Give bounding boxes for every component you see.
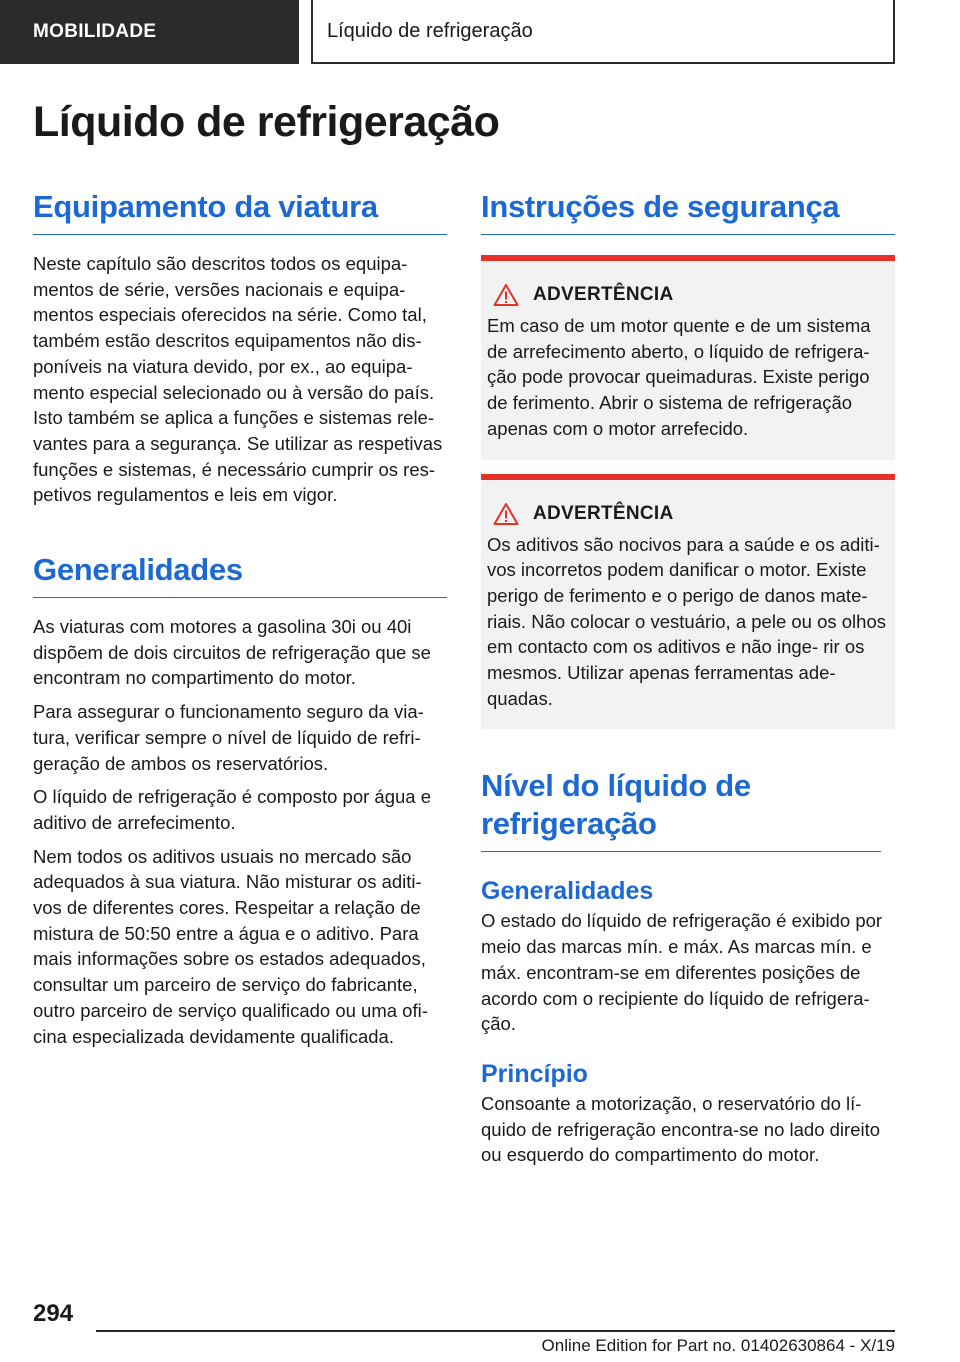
footer-divider bbox=[96, 1330, 895, 1332]
warning-box-1 bbox=[481, 255, 895, 460]
page-number: 294 bbox=[33, 1300, 74, 1327]
principle-subtitle: Princípio bbox=[481, 1059, 588, 1088]
equipment-text: Neste capítulo são descritos todos os equipa- mentos de série, versões nacionais e equipa- mentos especiais oferecidos na série. Como tal, também estão descritos equipamentos não dis- poníveis na viatura devido, por ex., ao equipa- mento especial selecionado ou à versão do país. Isto também se aplica a funções e sistemas rele- vantes para a segurança. Se utilizar as respetivas funções e sistemas, é necessário cumprir os res- petivos regulamentos e leis em vigor. bbox=[33, 253, 443, 506]
warning-triangle-icon bbox=[493, 283, 519, 307]
general-section-title: Generalidades bbox=[33, 551, 447, 598]
warning-header bbox=[487, 283, 887, 307]
edition-note: Online Edition for Part no. 01402630864 - X/19 bbox=[541, 1336, 895, 1355]
warning-label: ADVERTÊNCIA bbox=[533, 284, 674, 305]
level-general-text: O estado do líquido de refrigeração é exibido por meio das marcas mín. e máx. As marcas mín. e máx. encontram-se em diferentes posições de acordo com o recipiente do líquido de refrigera- ção. bbox=[481, 910, 883, 1035]
warning-label: ADVERTÊNCIA bbox=[533, 502, 674, 524]
warning-text: Em caso de um motor quente e de um sistema de arrefecimento aberto, o líquido de refrigera- ção pode provocar queimaduras. Existe perigo de ferimento. Abrir o sistema de refrigeração apenas com o motor arrefecido. bbox=[487, 315, 871, 439]
general-paragraph-3: O líquido de refrigeração é composto por água e aditivo de arrefecimento. bbox=[33, 786, 431, 833]
general-paragraph-1: As viaturas com motores a gasolina 30i ou 40i dispõem de dois circuitos de refrigeração que se encontram no compartimento do motor. bbox=[33, 616, 431, 689]
warning-box-2 bbox=[481, 474, 895, 730]
left-column bbox=[33, 188, 447, 1049]
equipment-section-title: Equipamento da viatura bbox=[33, 188, 447, 235]
safety-section-title: Instruções de segurança bbox=[481, 188, 895, 235]
warning-text: Os aditivos são nocivos para a saúde e os aditi- vos incorretos podem danificar o motor. Existe perigo de ferimento e o perigo de danos mate- riais. Não colocar o vestuário, a pele ou os olhos em contacto com os aditivos e não inge- rir os mesmos. Utilizar apenas ferramentas ade- quadas. bbox=[487, 533, 886, 709]
general-paragraph-4: Nem todos os aditivos usuais no mercado são adequados à sua viatura. Não misturar os aditi- vos de diferentes cores. Respeitar a relação de mistura de 50:50 entre a água e o aditivo. Para mais informações sobre os estados adequados, consultar um parceiro de serviço do fabricante, outro parceiro de serviço qualificado ou uma ofi- cina especializada devidamente qualificada. bbox=[33, 845, 428, 1047]
general-paragraph-2: Para assegurar o funcionamento seguro da via- tura, verificar sempre o nível de líquido de refri- geração de ambos os reservatórios. bbox=[33, 701, 424, 774]
page-title: Líquido de refrigeração bbox=[33, 98, 500, 146]
right-column bbox=[481, 188, 895, 1168]
page-header bbox=[0, 0, 960, 66]
principle-text: Consoante a motorização, o reservatório do lí- quido de refrigeração encontra-se no lado direito ou esquerdo do compartimento do motor. bbox=[481, 1092, 881, 1166]
level-general-subtitle: Generalidades bbox=[481, 877, 654, 906]
warning-triangle-icon bbox=[493, 502, 519, 526]
section-chip: MOBILIDADE bbox=[0, 0, 299, 64]
coolant-level-section-title: Nível do líquido de refrigeração bbox=[481, 767, 881, 852]
chapter-tab: Líquido de refrigeração bbox=[311, 0, 895, 64]
warning-header bbox=[487, 502, 887, 526]
